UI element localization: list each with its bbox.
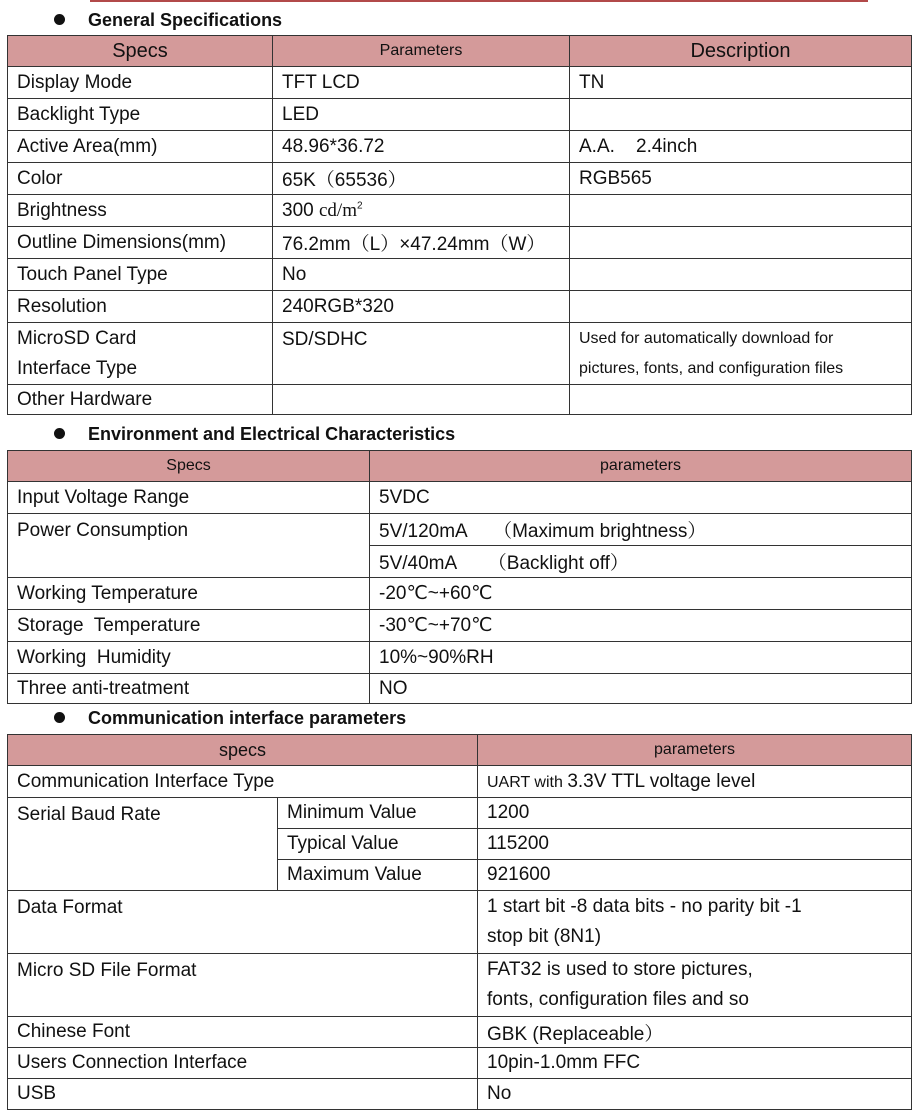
spec-cell: Color: [8, 163, 273, 195]
spec-cell: Working Temperature: [8, 578, 370, 610]
desc-cell: [570, 259, 912, 291]
table-row: [8, 482, 912, 514]
general-specs-table: [7, 35, 912, 415]
communication-table: [7, 734, 912, 1110]
sub-spec-cell: Maximum Value: [278, 860, 478, 891]
table-row: [8, 291, 912, 323]
param-cell: 921600: [478, 860, 912, 891]
param-cell: 76.2mm（L）×47.24mm（W）: [273, 227, 570, 259]
spec-cell: Resolution: [8, 291, 273, 323]
table-row: [8, 642, 912, 674]
desc-cell: [570, 291, 912, 323]
table-header-row: [8, 36, 912, 67]
column-header: Description: [570, 36, 912, 67]
brightness-value: 300: [282, 199, 314, 221]
table-row: [8, 195, 912, 227]
bullet-icon: [54, 712, 65, 723]
param-cell: -30℃~+70℃: [370, 610, 912, 642]
spec-cell: Storage Temperature: [8, 610, 370, 642]
table-row: [8, 1048, 912, 1079]
spec-cell: Other Hardware: [8, 385, 273, 415]
spec-cell: Input Voltage Range: [8, 482, 370, 514]
param-cell: 115200: [478, 829, 912, 860]
spec-cell: Outline Dimensions(mm): [8, 227, 273, 259]
spec-cell: Serial Baud Rate: [8, 798, 278, 891]
sub-spec-cell: Typical Value: [278, 829, 478, 860]
spec-cell: USB: [8, 1079, 478, 1110]
param-cell: 1 start bit -8 data bits - no parity bit -1 stop bit (8N1): [478, 891, 912, 954]
table-row: [8, 131, 912, 163]
param-cell: No: [478, 1079, 912, 1110]
spec-cell: Backlight Type: [8, 99, 273, 131]
table-row: [8, 674, 912, 704]
spec-cell: Active Area(mm): [8, 131, 273, 163]
param-cell: 240RGB*320: [273, 291, 570, 323]
table-row: [8, 323, 912, 385]
top-rule: [90, 0, 868, 2]
table-row: [8, 259, 912, 291]
param-cell: LED: [273, 99, 570, 131]
spec-cell: Chinese Font: [8, 1017, 478, 1048]
column-header: parameters: [370, 451, 912, 482]
desc-cell: Used for automatically download for pictures, fonts, and configuration files: [570, 323, 912, 385]
column-header: parameters: [478, 735, 912, 766]
bullet-icon: [54, 14, 65, 25]
table-row: [8, 385, 912, 415]
column-header: specs: [8, 735, 478, 766]
param-cell: 5V/40mA （Backlight off）: [370, 546, 912, 578]
desc-cell: TN: [570, 67, 912, 99]
param-cell: -20℃~+60℃: [370, 578, 912, 610]
table-row: [8, 99, 912, 131]
param-cell: 5VDC: [370, 482, 912, 514]
table-row: [8, 578, 912, 610]
table-row: [8, 227, 912, 259]
table-row: [8, 163, 912, 195]
param-cell: UART with 3.3V TTL voltage level: [478, 766, 912, 798]
table-row: [8, 67, 912, 99]
spec-cell: Communication Interface Type: [8, 766, 478, 798]
sub-spec-cell: Minimum Value: [278, 798, 478, 829]
bullet-icon: [54, 428, 65, 439]
spec-cell: Data Format: [8, 891, 478, 954]
spec-cell: Working Humidity: [8, 642, 370, 674]
table-row: [8, 514, 912, 546]
desc-cell: A.A. 2.4inch: [570, 131, 912, 163]
param-cell: 48.96*36.72: [273, 131, 570, 163]
desc-cell: [570, 195, 912, 227]
column-header: Specs: [8, 36, 273, 67]
param-cell: SD/SDHC: [273, 323, 570, 385]
param-cell: 10%~90%RH: [370, 642, 912, 674]
param-cell: 65K（65536）: [273, 163, 570, 195]
param-cell: 1200: [478, 798, 912, 829]
desc-cell: [570, 99, 912, 131]
brightness-unit-exponent: 2: [356, 200, 363, 212]
param-cell: 5V/120mA （Maximum brightness）: [370, 514, 912, 546]
param-cell: [273, 385, 570, 415]
table-row: [8, 891, 912, 954]
param-cell: FAT32 is used to store pictures, fonts, configuration files and so: [478, 954, 912, 1017]
table-row: [8, 1017, 912, 1048]
table-row: [8, 954, 912, 1017]
spec-cell: Brightness: [8, 195, 273, 227]
table-header-row: [8, 735, 912, 766]
column-header: Specs: [8, 451, 370, 482]
communication-heading: Communication interface parameters: [54, 705, 406, 731]
table-header-row: [8, 451, 912, 482]
table-row: [8, 766, 912, 798]
spec-cell: MicroSD Card Interface Type: [8, 323, 273, 385]
param-cell: NO: [370, 674, 912, 704]
param-cell: No: [273, 259, 570, 291]
param-cell: [273, 195, 570, 227]
param-cell: GBK (Replaceable）: [478, 1017, 912, 1048]
param-cell: TFT LCD: [273, 67, 570, 99]
param-cell: 10pin-1.0mm FFC: [478, 1048, 912, 1079]
spec-cell: Power Consumption: [8, 514, 370, 578]
desc-cell: [570, 227, 912, 259]
column-header: Parameters: [273, 36, 570, 67]
desc-cell: [570, 385, 912, 415]
spec-cell: Touch Panel Type: [8, 259, 273, 291]
desc-cell: RGB565: [570, 163, 912, 195]
brightness-unit: cd/m: [318, 199, 357, 221]
general-specs-heading: General Specifications: [54, 7, 282, 33]
spec-cell: Display Mode: [8, 67, 273, 99]
table-row: [8, 610, 912, 642]
spec-cell: Micro SD File Format: [8, 954, 478, 1017]
spec-cell: Three anti-treatment: [8, 674, 370, 704]
spec-cell: Users Connection Interface: [8, 1048, 478, 1079]
environment-heading: Environment and Electrical Characteristics: [54, 421, 455, 447]
table-row: [8, 1079, 912, 1110]
table-row: [8, 798, 912, 829]
environment-table: [7, 450, 912, 704]
